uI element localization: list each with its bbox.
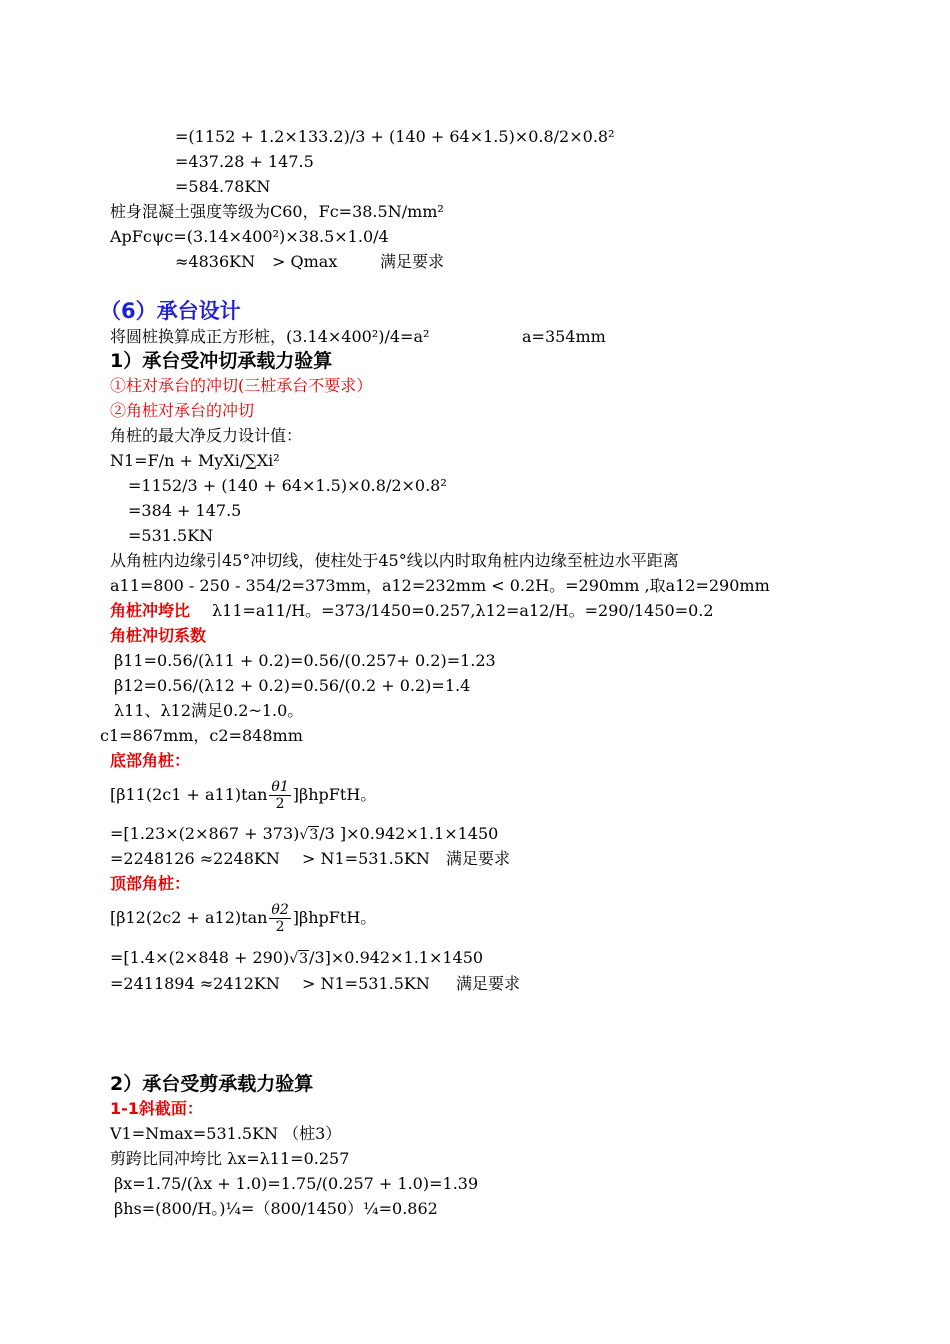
calc-line: βhs=(800/H。)¼=（800/1450）¼=0.862 — [114, 1199, 438, 1218]
result-text: 满足要求 — [446, 849, 511, 868]
calc-line: =584.78KN — [175, 177, 271, 196]
calc-text: /3]×0.942×1.1×1450 — [309, 948, 484, 967]
calc-line: =384 + 147.5 — [128, 501, 242, 520]
text-line: a=354mm — [522, 327, 606, 346]
red-note: ②角桩对承台的冲切 — [110, 401, 255, 420]
result-text: 满足要求 — [456, 974, 521, 993]
calc-line: 剪跨比同冲垮比 λx=λ11=0.257 — [110, 1149, 350, 1168]
text-line: 从角桩内边缘引45°冲切线，使柱处于45°线以内时取角桩内边缘至桩边水平距离 — [110, 551, 679, 570]
formula-text: ]βhpFtH。 — [292, 785, 377, 804]
formula-text: ]βhpFtH。 — [292, 908, 377, 927]
red-label: 1-1斜截面： — [110, 1099, 203, 1118]
calc-line: =2248126 ≈2248KN — [110, 849, 280, 868]
calc-line: =(1152 + 1.2×133.2)/3 + (140 + 64×1.5)×0.8/2×0.8² — [175, 127, 615, 146]
text-line: 桩身混凝土强度等级为C60，Fc=38.5N/mm² — [110, 202, 444, 221]
result-text: 满足要求 — [380, 252, 445, 271]
calc-line: V1=Nmax=531.5KN （桩3） — [110, 1124, 342, 1143]
text-line: λ11、λ12满足0.2~1.0。 — [114, 701, 304, 720]
formula-text: [β11(2c1 + a11)tan — [110, 785, 268, 804]
calc-line: =437.28 + 147.5 — [175, 152, 314, 171]
calc-line: =2411894 ≈2412KN — [110, 974, 280, 993]
red-label: 角桩冲切系数 — [110, 626, 207, 645]
sqrt-radicand: 3 — [299, 951, 309, 967]
calc-line: > Qmax — [272, 252, 338, 271]
calc-line: N1=F/n + MyXi/∑Xi² — [110, 451, 280, 470]
calc-line: > N1=531.5KN — [302, 974, 430, 993]
text-line: 角桩的最大净反力设计值： — [110, 426, 303, 445]
sqrt-symbol: √3 — [289, 951, 309, 967]
fraction-denominator: 2 — [275, 796, 285, 812]
fraction-numerator: θ2 — [271, 902, 289, 918]
calc-line: =531.5KN — [128, 526, 214, 545]
calc-line: ≈4836KN — [175, 252, 256, 271]
calc-line: =1152/3 + (140 + 64×1.5)×0.8/2×0.8² — [128, 476, 447, 495]
formula-line — [110, 899, 376, 937]
calc-line — [110, 948, 483, 969]
calc-line: βx=1.75/(λx + 1.0)=1.75/(0.257 + 1.0)=1.39 — [114, 1174, 479, 1193]
formula-text: [β12(2c2 + a12)tan — [110, 908, 268, 927]
fraction — [269, 902, 290, 935]
calc-line: a11=800 - 250 - 354/2=373mm，a12=232mm < 0.2H。=290mm ,取a12=290mm — [110, 576, 770, 595]
sqrt-radicand: 3 — [309, 827, 319, 843]
fraction-denominator: 2 — [275, 919, 285, 935]
subsection-heading: 2）承台受剪承载力验算 — [110, 1073, 314, 1095]
calc-line — [110, 824, 498, 845]
calc-line: β11=0.56/(λ11 + 0.2)=0.56/(0.257+ 0.2)=1.23 — [114, 651, 496, 670]
calc-line: λ11=a11/H。=373/1450=0.257,λ12=a12/H。=290/1450=0.2 — [212, 601, 714, 620]
calc-text: /3 ]×0.942×1.1×1450 — [319, 824, 499, 843]
formula-line — [110, 776, 376, 814]
sqrt-symbol: √3 — [299, 827, 319, 843]
calc-line: c1=867mm，c2=848mm — [100, 726, 303, 745]
section-heading: （6）承台设计 — [100, 299, 241, 323]
text-line: 将圆桩换算成正方形桩，(3.14×400²)/4=a² — [110, 327, 430, 346]
red-label: 顶部角桩： — [110, 874, 191, 893]
calc-text: =[1.4×(2×848 + 290) — [110, 948, 290, 967]
fraction — [269, 779, 290, 812]
subsection-heading: 1）承台受冲切承载力验算 — [110, 350, 333, 372]
red-label: 角桩冲垮比 — [110, 601, 191, 620]
fraction-numerator: θ1 — [271, 779, 289, 795]
red-note: ①柱对承台的冲切(三桩承台不要求） — [110, 376, 373, 395]
calc-line: β12=0.56/(λ12 + 0.2)=0.56/(0.2 + 0.2)=1.4 — [114, 676, 471, 695]
red-label: 底部角桩： — [110, 751, 191, 770]
calc-line: ApFcψc=(3.14×400²)×38.5×1.0/4 — [110, 227, 389, 246]
calc-line: > N1=531.5KN — [302, 849, 430, 868]
calc-text: =[1.23×(2×867 + 373) — [110, 824, 300, 843]
